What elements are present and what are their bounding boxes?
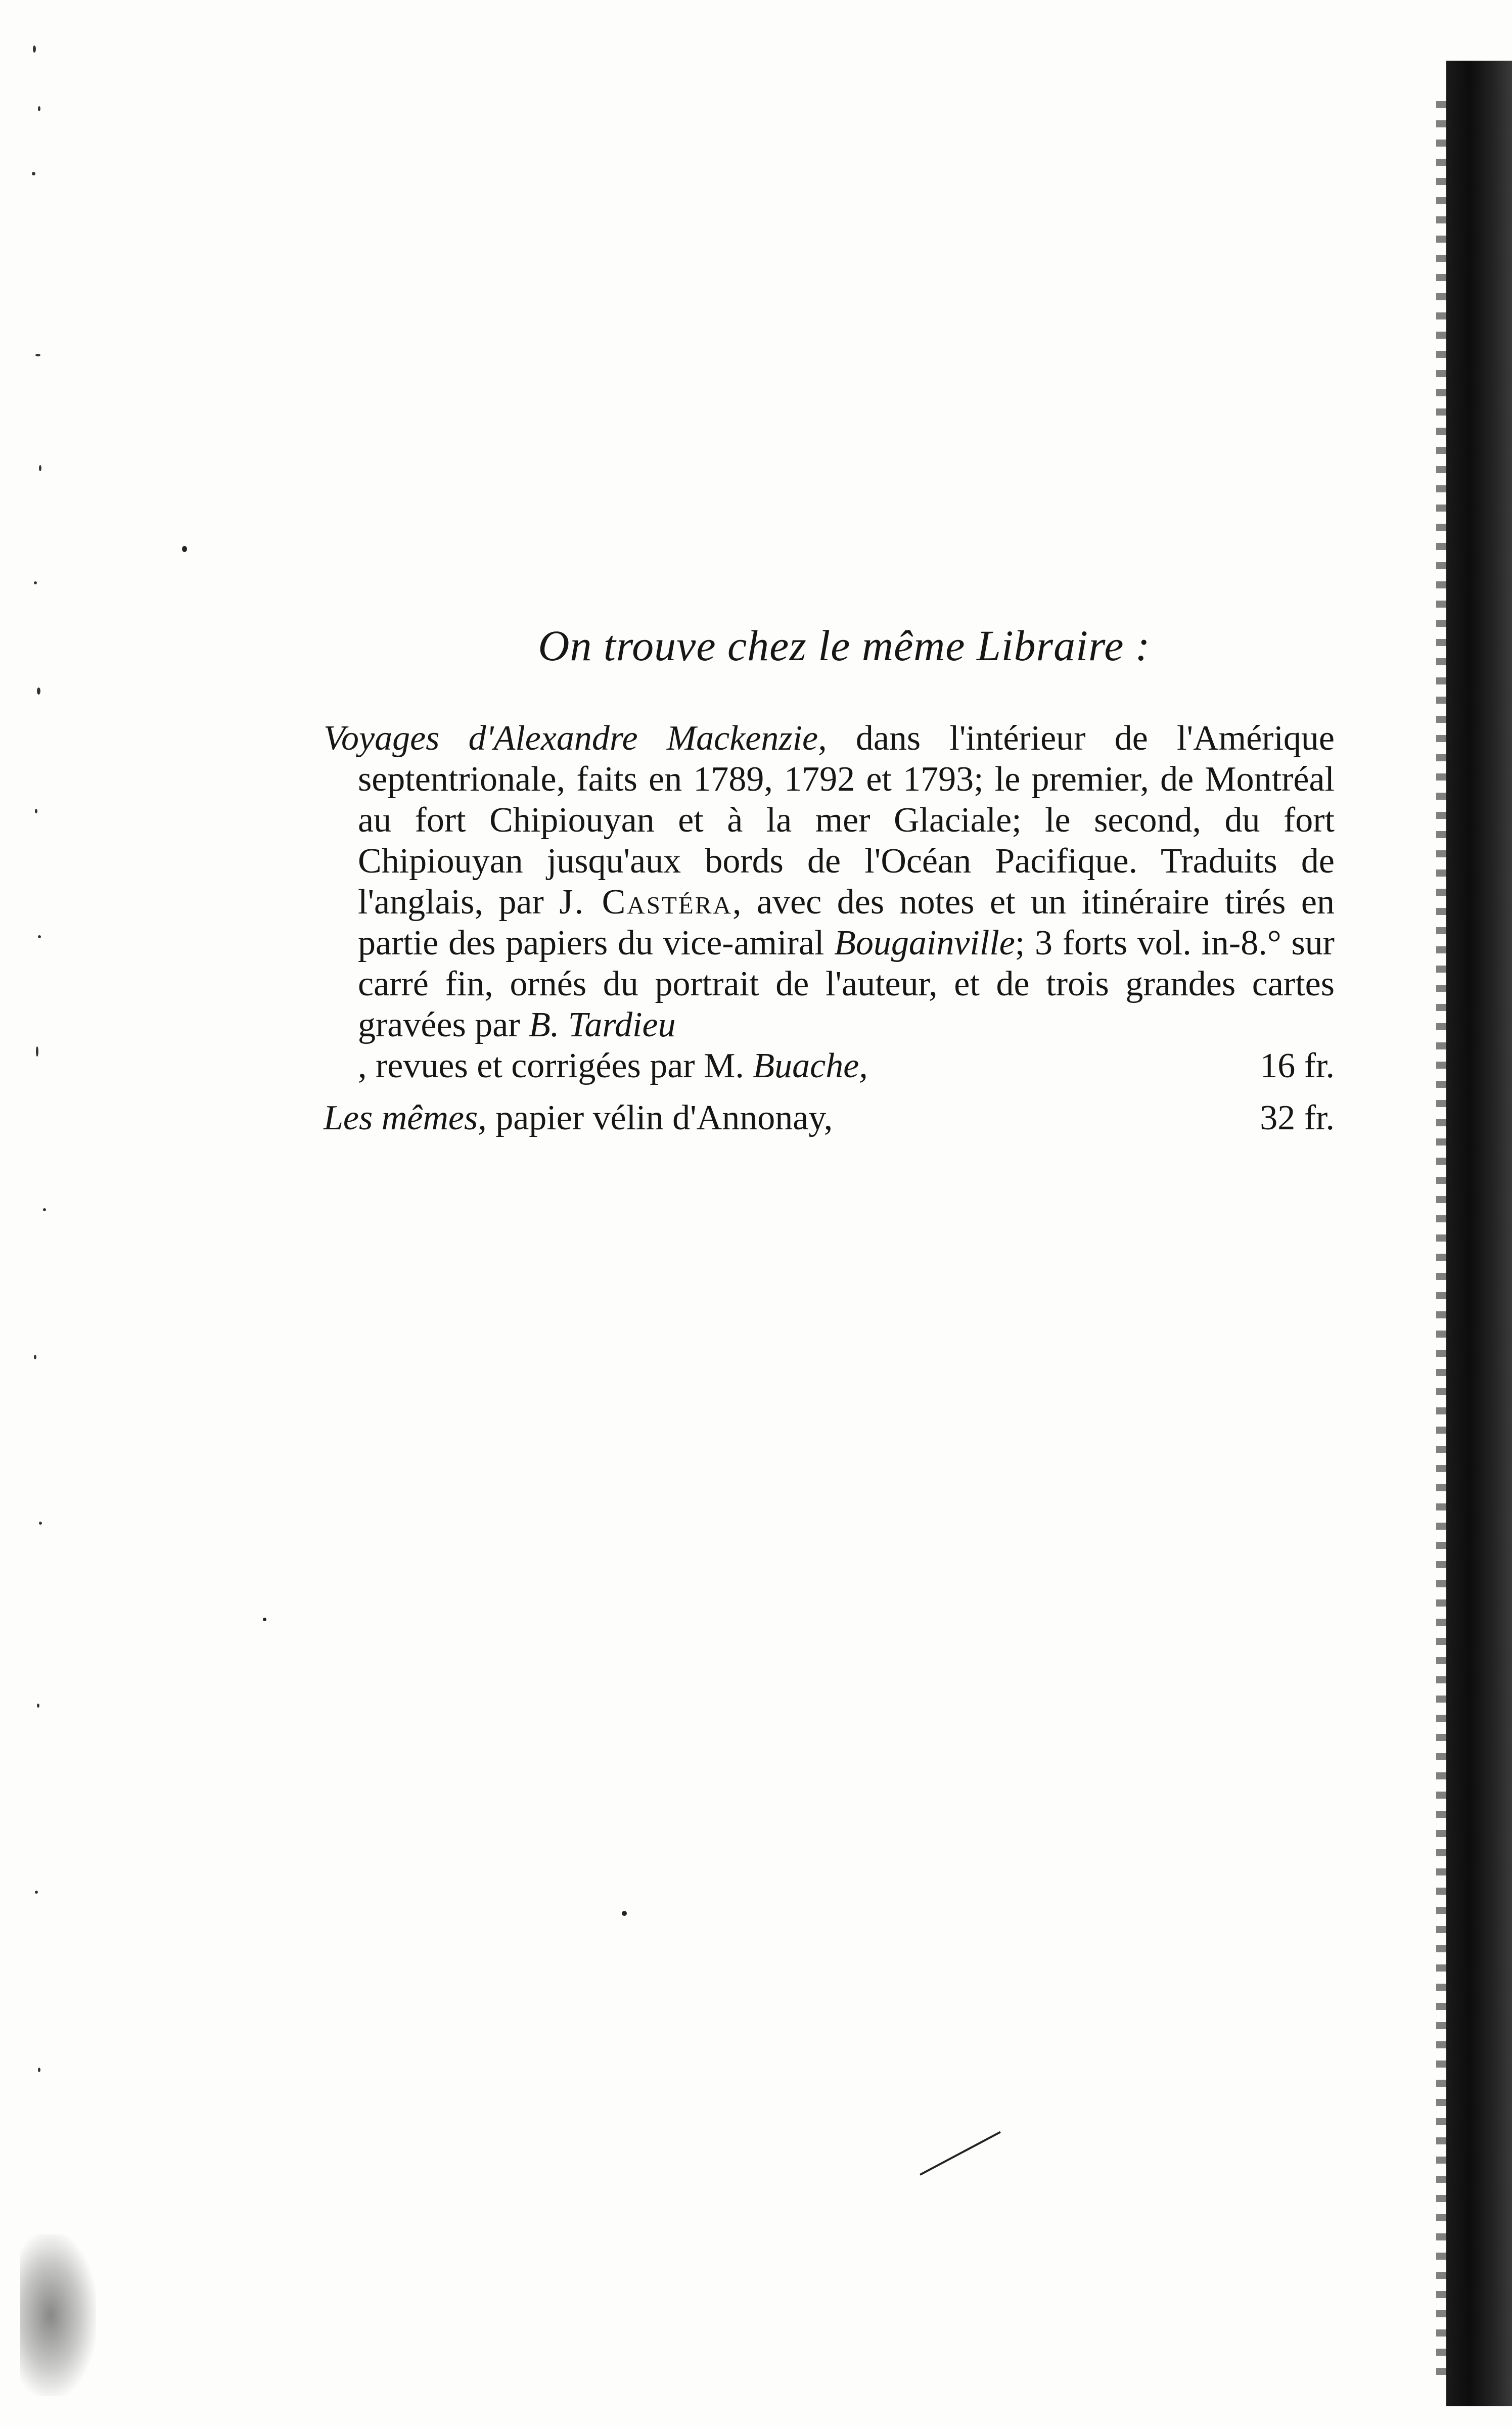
scanned-page-edge: [1446, 61, 1512, 2406]
main-text: [324, 622, 1335, 1138]
scanned-page-edge-fray: [1436, 101, 1451, 2376]
stray-pen-mark: [920, 2131, 1001, 2176]
catalog-entry-velin: [324, 1097, 1335, 1138]
entry-title: Les mêmes,: [324, 1098, 487, 1137]
entry-description-end: , revues et corrigées par M.: [358, 1046, 753, 1085]
reviser-name: Buache,: [753, 1046, 868, 1085]
entry-title: Voyages d'Alexandre Mackenzie,: [324, 718, 827, 758]
catalog-entry-voyages: [324, 718, 1335, 1086]
entry-description-cont: ; 3 forts vol. in-8.° sur carré fin, ornés du portrait de l'auteur, et de trois grandes cartes gravées par: [358, 923, 1335, 1044]
translator-name: J. Castéra: [559, 882, 732, 922]
admiral-name: Bougainville: [834, 923, 1015, 963]
ink-dot: [622, 1911, 627, 1916]
binding-specks: [28, 30, 58, 2406]
ink-smudge: [20, 2234, 96, 2396]
ink-dot: [182, 546, 187, 552]
entry-price: 16 fr.: [1260, 1046, 1335, 1085]
engraver-name: B. Tardieu: [529, 1005, 676, 1044]
price-line: [358, 1045, 1335, 1086]
ink-dot: [263, 1618, 266, 1621]
entry-description: papier vélin d'Annonay,: [486, 1098, 833, 1137]
entry-price: 32 fr.: [1260, 1098, 1335, 1137]
entry-description: dans l'intérieur de l'Amérique septentrionale, faits en 1789, 1792 et 1793; le premier, de Montréal au fort Chipiouyan et à la mer Glaciale; le second, du fort Chipiouyan jusqu'aux bords de l'Océan Pacifique. Traduits de l'anglais, par: [358, 718, 1335, 922]
entry-description-cont: , avec des notes et un itinéraire tirés en partie des papiers du vice-amiral: [358, 882, 1335, 963]
page-title: On trouve chez le même Libraire :: [538, 621, 1151, 670]
